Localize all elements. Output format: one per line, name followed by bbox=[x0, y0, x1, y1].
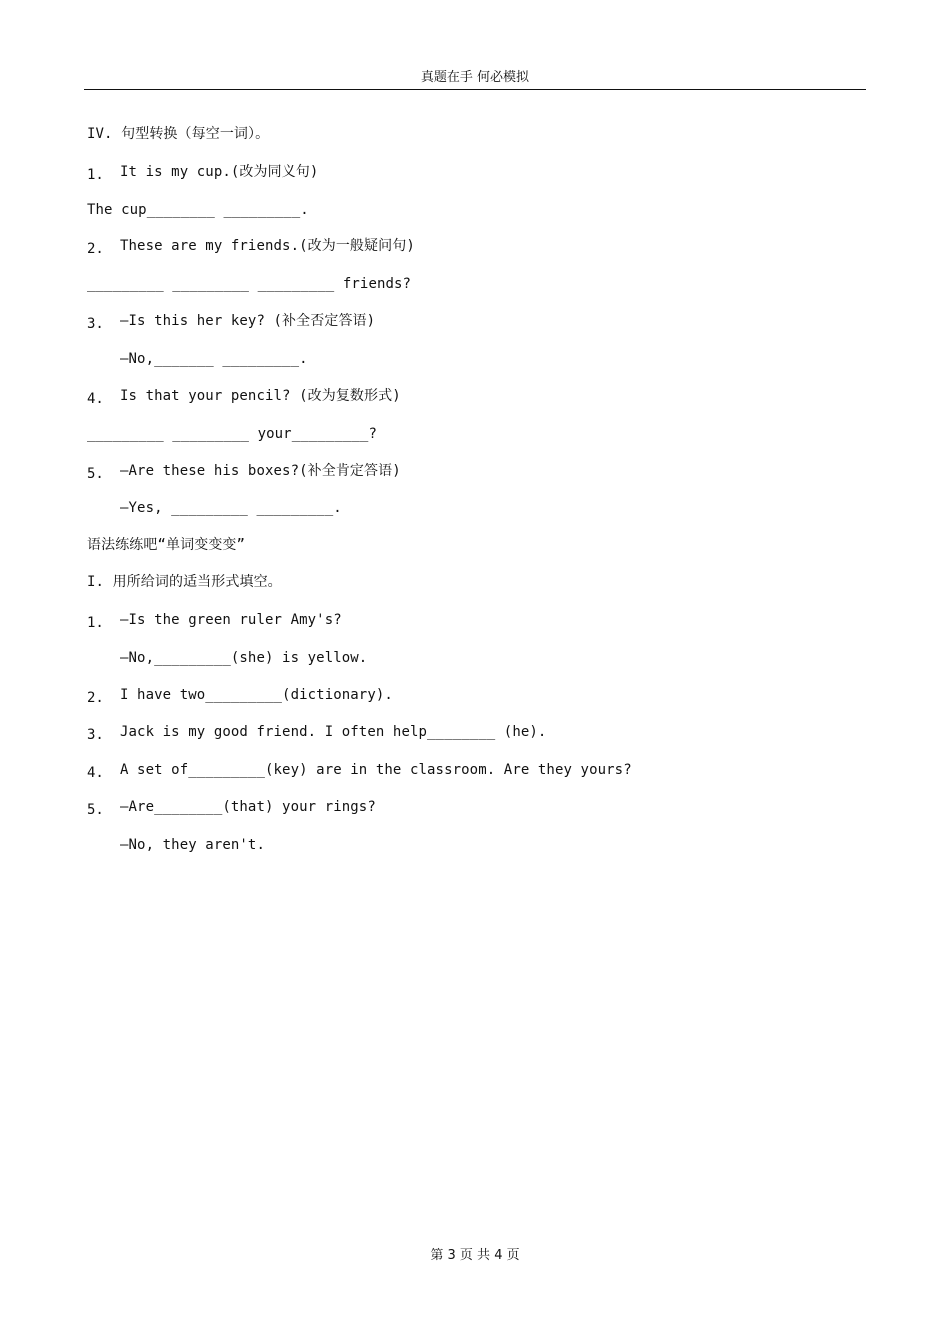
question-text: —Is the green ruler Amy's? bbox=[120, 612, 342, 628]
question-text: I have two_________(dictionary). bbox=[120, 687, 393, 703]
item-number: 5. bbox=[87, 802, 104, 818]
question-text: It is my cup.(改为同义句) bbox=[120, 164, 319, 180]
item-number: 1. bbox=[87, 615, 104, 631]
header-divider bbox=[84, 89, 866, 90]
question-text: —Is this her key? (补全否定答语) bbox=[120, 313, 376, 329]
question-text: Jack is my good friend. I often help________ (he). bbox=[120, 724, 547, 740]
answer-line: _________ _________ your_________? bbox=[87, 426, 377, 442]
answer-line: _________ _________ _________ friends? bbox=[87, 276, 412, 292]
question-text: A set of_________(key) are in the classroom. Are they yours? bbox=[120, 762, 632, 778]
item-number: 2. bbox=[87, 241, 104, 257]
section-heading: IV. 句型转换（每空一词）。 bbox=[87, 126, 270, 142]
question-text: —Are these his boxes?(补全肯定答语) bbox=[120, 463, 401, 479]
page-footer: 第 3 页 共 4 页 bbox=[430, 1248, 520, 1263]
item-number: 4. bbox=[87, 391, 104, 407]
item-number: 2. bbox=[87, 690, 104, 706]
item-number: 4. bbox=[87, 765, 104, 781]
question-text: These are my friends.(改为一般疑问句) bbox=[120, 238, 415, 254]
question-text: Is that your pencil? (改为复数形式) bbox=[120, 388, 401, 404]
item-number: 3. bbox=[87, 727, 104, 743]
item-number: 1. bbox=[87, 167, 104, 183]
answer-line: —No, they aren't. bbox=[120, 837, 265, 853]
grammar-heading: I. 用所给词的适当形式填空。 bbox=[87, 574, 282, 590]
grammar-title: 语法练练吧“单词变变变” bbox=[87, 537, 246, 553]
answer-line: —Yes, _________ _________. bbox=[120, 500, 342, 516]
answer-line: —No,_________(she) is yellow. bbox=[120, 650, 368, 666]
item-number: 5. bbox=[87, 466, 104, 482]
answer-line: —No,_______ _________. bbox=[120, 351, 308, 367]
item-number: 3. bbox=[87, 316, 104, 332]
page-header: 真题在手 何必模拟 bbox=[420, 70, 530, 85]
question-text: —Are________(that) your rings? bbox=[120, 799, 376, 815]
answer-line: The cup________ _________. bbox=[87, 202, 309, 218]
